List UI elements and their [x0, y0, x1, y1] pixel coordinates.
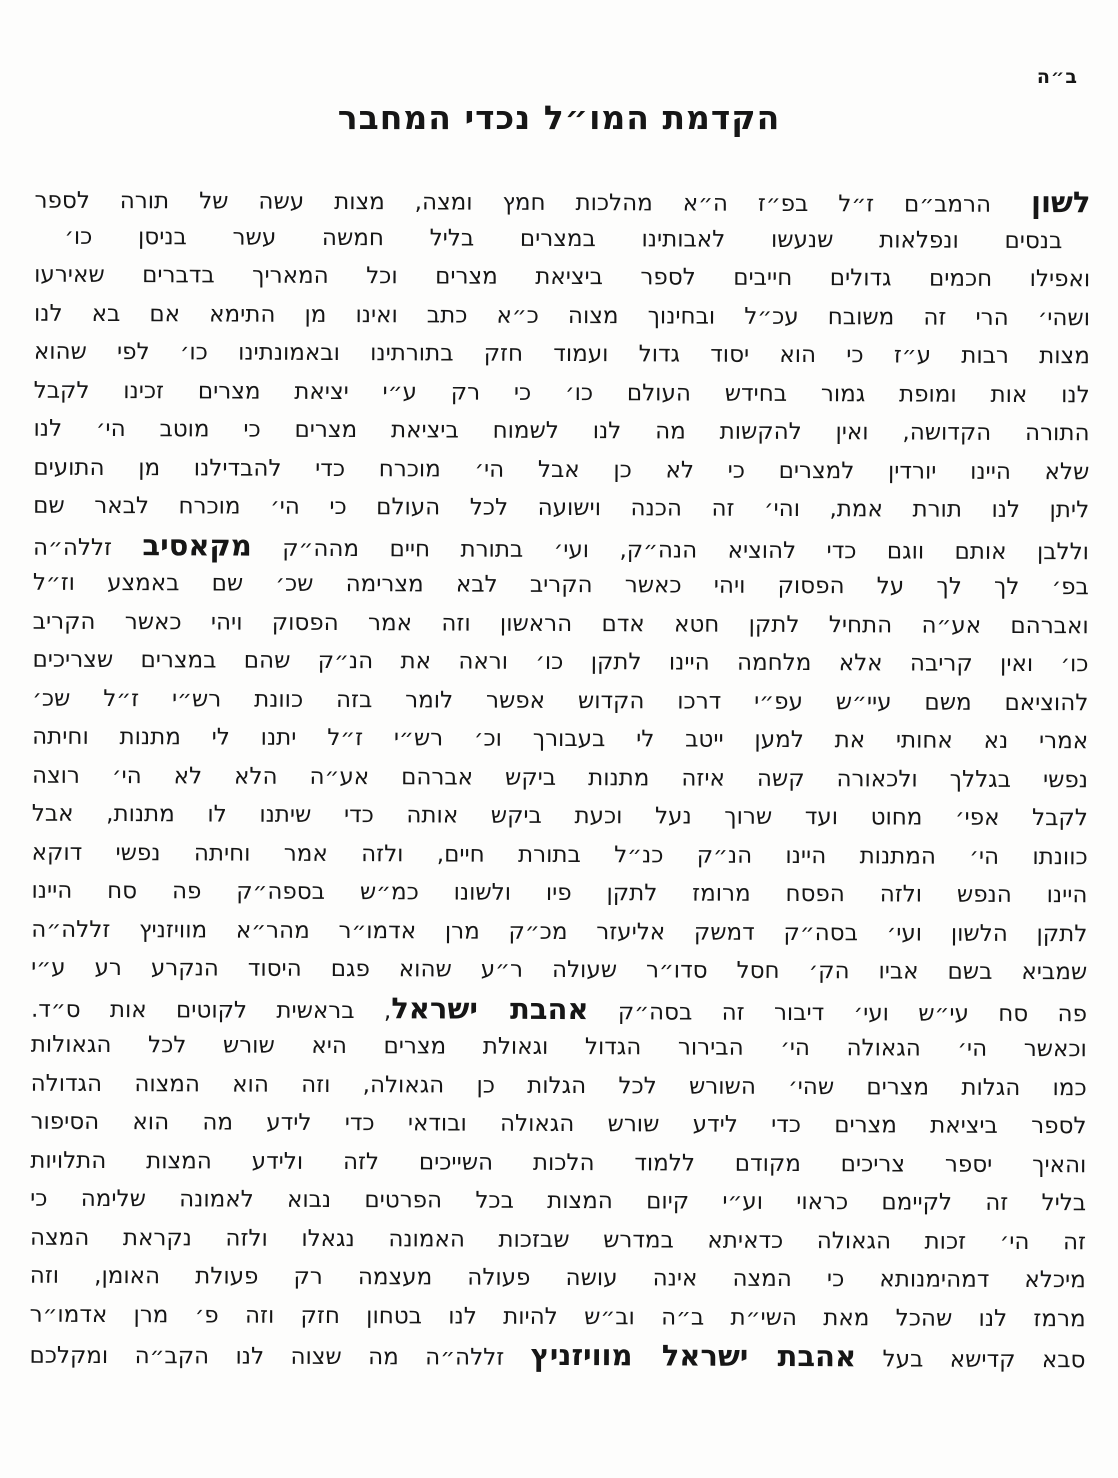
- text-line: [32, 718, 1088, 761]
- text-line: [31, 949, 1087, 992]
- bsd-mark: ב״ה: [1036, 66, 1078, 88]
- text-line: [33, 410, 1089, 453]
- text-segment: וללבן אותם ווגם כדי להוציא הנה״ק, ועי׳ בתורת חיים מהה״ק: [251, 535, 1090, 565]
- text-segment: בנסים ונפלאות שנעשו לאבותינו במצרים בליל חמשה עשר בניסן כו׳: [64, 223, 1063, 254]
- text-line: [30, 1180, 1086, 1223]
- text-line: [33, 564, 1089, 607]
- text-line: [32, 795, 1088, 838]
- text-segment: נפשי בגללך ולכאורה קשה איזה מתנות ביקש אברהם אע״ה הלא לא הי׳ רוצה: [31, 762, 1089, 793]
- text-segment: בליל זה לקיימם כראוי וע״י קיום המצות בכל הפרטים נבוא לאמונה שלימה כי: [30, 1185, 1087, 1217]
- body-text: [29, 179, 1090, 1377]
- text-segment: פה סח עי״ש ועי׳ דיבור זה בסה״ק: [588, 998, 1088, 1027]
- text-segment: היינו הנפש ולזה הפסח מרומז לתקן פיו ולשונו כמ״ש בספה״ק פה סח היינו: [31, 877, 1088, 909]
- text-line: [30, 1295, 1086, 1338]
- text-line: [33, 448, 1089, 491]
- text-line: [29, 1334, 1085, 1377]
- text-segment: כו׳ ואין קריבה אלא מלחמה היינו לתקן כו׳ וראה את הנ״ק שהם במצרים שצריכים: [32, 646, 1089, 678]
- text-segment: זללה״ה: [32, 534, 143, 561]
- text-line: [30, 1257, 1086, 1300]
- text-segment: להוציאם משם עיי״ש עפ״י דרכו הקדוש אפשר לומר בזה כוונת רש״י ז״ל שכ׳: [32, 685, 1089, 716]
- text-line: [30, 1141, 1086, 1184]
- text-line: [31, 987, 1087, 1030]
- text-segment: מצות רבות ע״ז כי הוא יסוד גדול ועמוד חזק בתורתינו ובאמונתינו כו׳ לפי שהוא: [33, 338, 1090, 370]
- text-segment: לקבל אפי׳ מחוט ועד שרוך נעל וכעת ביקש אותה כדי שיתנו לו מתנות, אבל: [31, 800, 1088, 832]
- text-line: [32, 679, 1088, 722]
- text-line: [33, 525, 1089, 568]
- text-segment: לספר ביציאת מצרים כדי לידע שורש הגאולה ובודאי כדי לידע מה הוא הסיפור: [30, 1108, 1087, 1140]
- text-line: [32, 756, 1088, 799]
- text-segment: זללה״ה מה שצוה לנו הקב״ה ומקלכם: [29, 1342, 531, 1371]
- text-segment: וכאשר הי׳ הגאולה הי׳ הבירור הגדול וגאולת מצרים היא שורש לכל הגאולות: [30, 1031, 1087, 1063]
- text-line: [31, 910, 1087, 953]
- text-line: [30, 1218, 1086, 1261]
- text-line: [31, 872, 1087, 915]
- emphasized-text-segment: אהבת ישראל: [391, 990, 589, 1026]
- text-line: [32, 833, 1088, 876]
- text-segment: הרמב״ם ז״ל בפ״ז ה״א מהלכות חמץ ומצה, מצות עשה של תורה לספר: [34, 187, 1022, 219]
- text-line: [31, 1064, 1087, 1107]
- text-line: [31, 1026, 1087, 1069]
- page-title: הקדמת המו״ל נכדי המחבר: [337, 98, 781, 137]
- text-segment: סבא קדישא בעל: [856, 1346, 1086, 1374]
- text-segment: והאיך יספר צריכים מקודם ללמוד הלכות השייכים לזה ולידע המצות התלויות: [30, 1147, 1087, 1178]
- text-line: [34, 217, 1090, 260]
- text-segment: ליתן לנו תורת אמת, והי׳ זה הכנה וישועה לכל העולם כי הי׳ מוכרח לבאר שם: [33, 492, 1090, 524]
- text-segment: אמרי נא אחותי את למען ייטב לי בעבורך וכ׳ רש״י ז״ל יתנו לי מתנות וחיתה: [32, 723, 1089, 755]
- text-line: [32, 641, 1088, 684]
- text-line: [34, 179, 1090, 222]
- text-segment: בפ׳ לך לך על הפסוק ויהי כאשר הקריב לבא מצרימה שכ׳ שם באמצע וז״ל: [32, 569, 1089, 601]
- text-segment: ואפילו חכמים גדולים חייבים לספר ביציאת מצרים וכל המאריך בדברים שאירעו: [34, 261, 1091, 293]
- text-segment: כמו הגלות מצרים שהי׳ השורש לכל הגלות כן הגאולה, וזה הוא המצוה הגדולה: [30, 1070, 1087, 1101]
- text-segment: שמביא בשם אביו הק׳ חסל סדו״ר שעולה ר״ע שהוא פגם היסוד הנקרע רע ע״י: [31, 954, 1088, 986]
- emphasized-text-segment: לשון: [1030, 185, 1091, 220]
- text-segment: מיכלא דמהימנותא כי המצה אינה עושה פעולה מעצמה רק פעולת האומן, וזה: [29, 1262, 1086, 1294]
- text-line: [34, 371, 1090, 414]
- text-segment: שלא היינו יורדין למצרים כי לא כן אבל הי׳ מוכרח כדי להבדילנו מן התועים: [33, 454, 1090, 485]
- emphasized-text-segment: אהבת ישראל מוויזניץ: [530, 1337, 857, 1374]
- text-segment: זה הי׳ זכות הגאולה כדאיתא במדרש שבזכות האמונה נגאלו ולזה נקראת המצה: [29, 1224, 1087, 1255]
- text-segment: כוונתו הי׳ המתנות היינו הנ״ק כנ״ל בתורת חיים, ולזה אמר וחיתה נפשי דוקא: [31, 839, 1088, 870]
- text-segment: ואברהם אע״ה התחיל לתקן חטא אדם הראשון וזה אמר הפסוק ויהי כאשר הקריב: [32, 608, 1089, 639]
- text-segment: , בראשית לקוטים אות ס״ד.: [30, 996, 392, 1024]
- text-segment: ושהי׳ הרי זה משובח עכ״ל ובחינוך מצוה כ״א כתב ואינו מן התימא אם בא לנו: [33, 300, 1091, 331]
- text-line: [34, 256, 1090, 299]
- text-segment: מרמז לנו שהכל מאת השי״ת ב״ה וב״ש להיות לנו בטחון חזק וזה פ׳ מרן אדמו״ר: [29, 1301, 1086, 1332]
- text-segment: לנו אות ומופת גמור בחידש העולם כו׳ כי רק ע״י יציאת מצרים זכינו לקבל: [33, 377, 1090, 408]
- text-line: [34, 294, 1090, 337]
- text-line: [33, 602, 1089, 645]
- text-line: [33, 487, 1089, 530]
- text-segment: לתקן הלשון ועי׳ בסה״ק דמשק אליעזר מכ״ק מרן אדמו״ר מהר״א מוויזניץ זללה״ה: [31, 916, 1088, 947]
- emphasized-text-segment: מקאסיב: [142, 527, 252, 563]
- text-segment: התורה הקדושה, ואין להקשות מה לנו לשמוח ביציאת מצרים כי מוטב הי׳ לנו: [33, 415, 1090, 447]
- text-line: [30, 1103, 1086, 1146]
- text-line: [34, 333, 1090, 376]
